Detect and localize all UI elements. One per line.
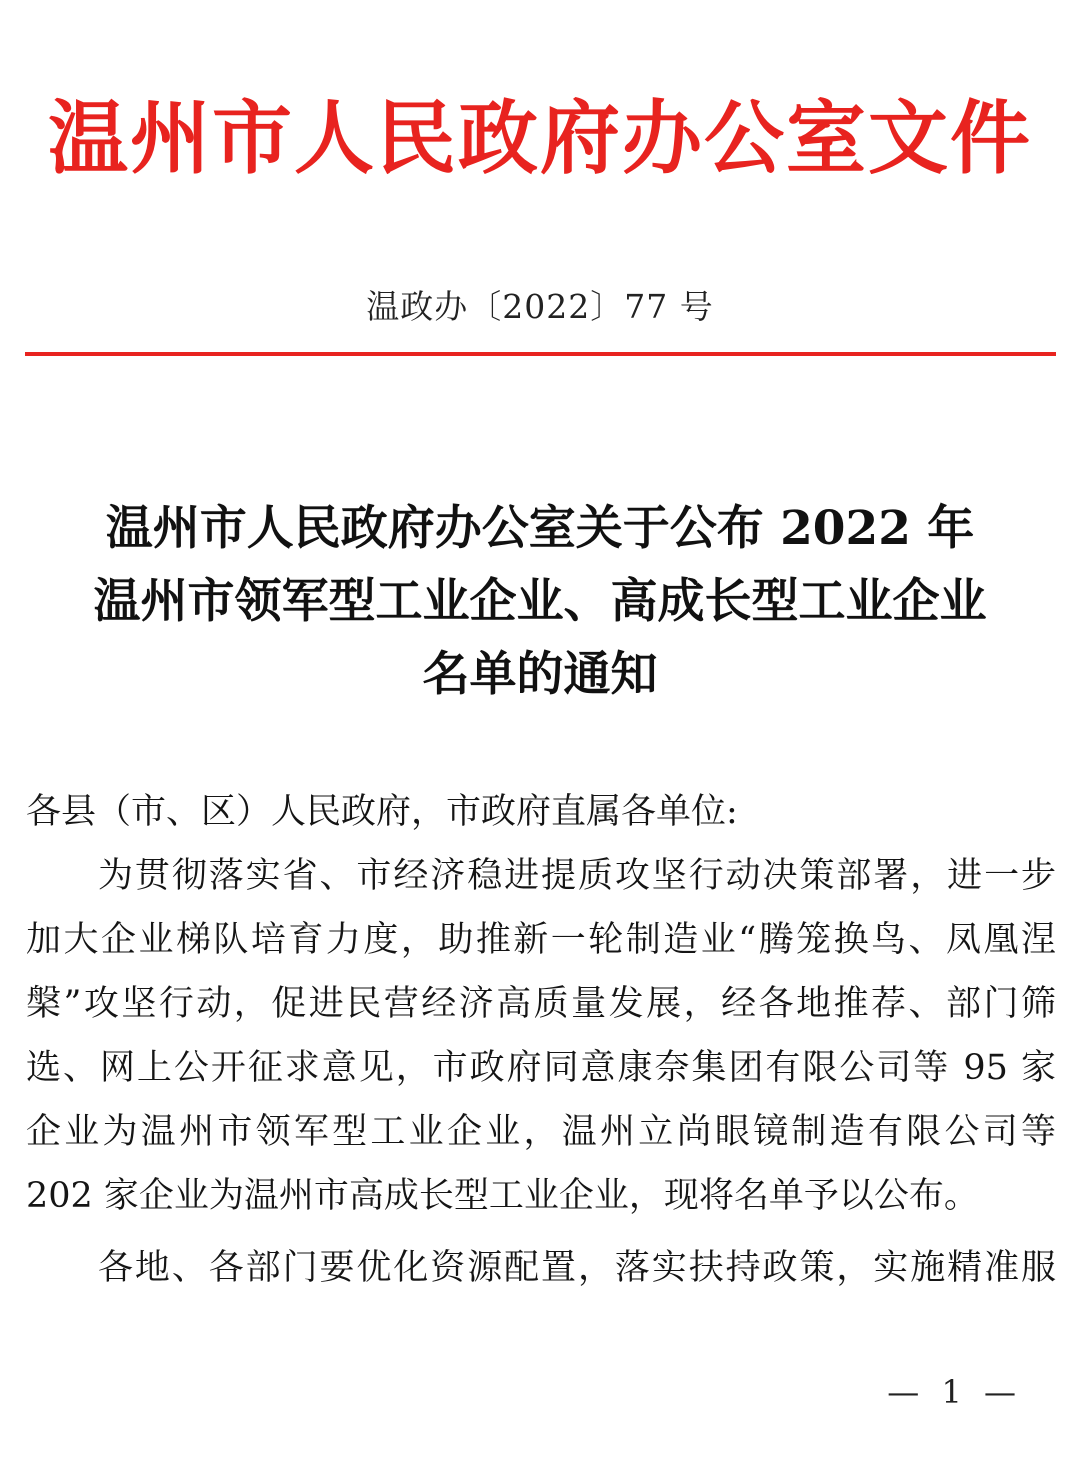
document-title	[0, 492, 1080, 711]
paragraph-line: 加大企业梯队培育力度，助推新一轮制造业“腾笼换鸟、凤凰涅	[26, 920, 1056, 960]
paragraph-line: 选、网上公开征求意见，市政府同意康奈集团有限公司等 95 家	[26, 1048, 1056, 1088]
title-line-1: 温州市人民政府办公室关于公布 2022 年	[105, 501, 975, 556]
paragraph-line: 202 家企业为温州市高成长型工业企业，现将名单予以公布。	[26, 1176, 979, 1216]
page-number: — 1 —	[887, 1373, 1022, 1411]
title-line-2: 温州市领军型工业企业、高成长型工业企业	[93, 574, 987, 629]
red-separator-line	[25, 352, 1056, 356]
title-line-3: 名单的通知	[422, 647, 658, 702]
body-paragraph-1	[26, 844, 1056, 1228]
paragraph-line: 企业为温州市领军型工业企业，温州立尚眼镜制造有限公司等	[26, 1112, 1056, 1152]
body-paragraph-2	[26, 1236, 1056, 1300]
paragraph-line: 为贯彻落实省、市经济稳进提质攻坚行动决策部署，进一步	[98, 856, 1056, 896]
paragraph-line: 槃”攻坚行动，促进民营经济高质量发展，经各地推荐、部门筛	[26, 984, 1056, 1024]
salutation: 各县（市、区）人民政府，市政府直属各单位:	[26, 792, 738, 832]
document-number: 温政办〔2022〕77 号	[366, 287, 714, 326]
paragraph-line: 各地、各部门要优化资源配置，落实扶持政策，实施精准服	[98, 1248, 1056, 1288]
document-masthead: 温州市人民政府办公室文件	[48, 91, 1032, 185]
